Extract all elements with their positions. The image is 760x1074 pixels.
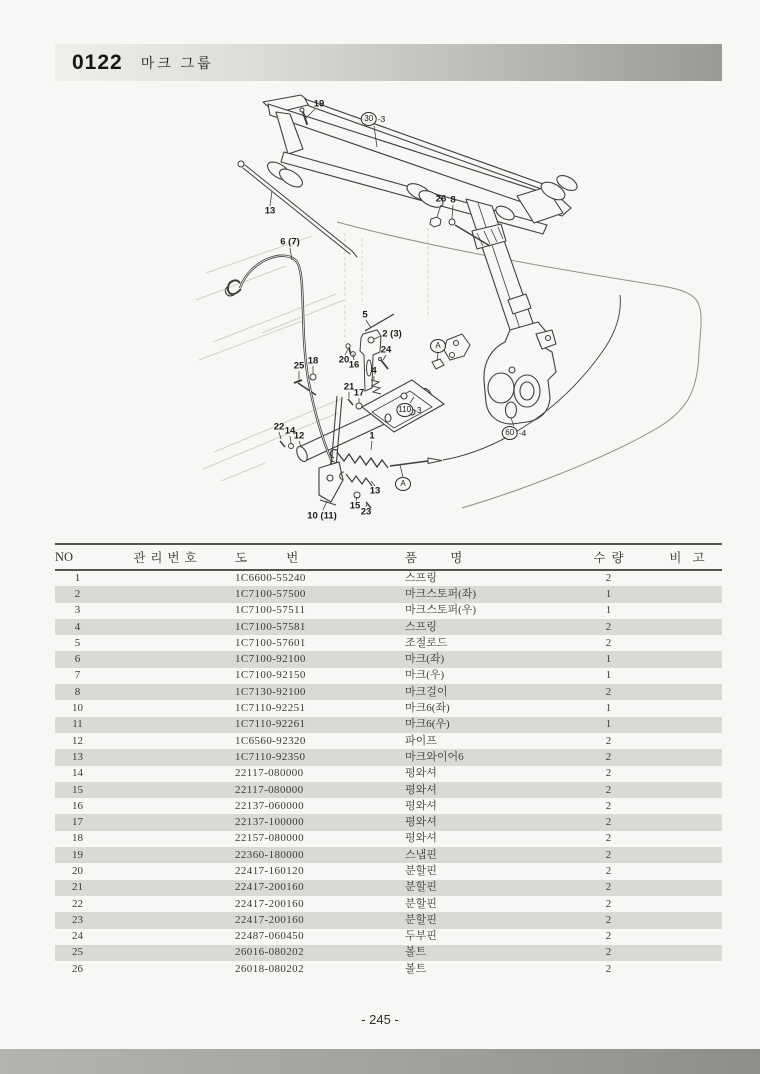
cell-mgmt — [100, 733, 235, 749]
callout-24: 24 — [380, 344, 392, 356]
cell-mgmt — [100, 945, 235, 961]
cell-mgmt — [100, 619, 235, 635]
callout-8: 8 — [450, 194, 456, 206]
cell-note — [652, 945, 722, 961]
cell-dwg: 1C7110-92350 — [235, 750, 306, 763]
cell-name: 마크6(좌) — [405, 702, 450, 715]
cell-note — [652, 749, 722, 765]
cell-name: 볼트 — [405, 946, 427, 959]
table-row — [55, 863, 722, 879]
cell-no: 5 — [74, 636, 81, 649]
cell-no: 2 — [74, 587, 81, 600]
parts-table — [55, 543, 722, 977]
table-row — [55, 847, 722, 863]
col-header-mgmt: 관리번호 — [133, 551, 202, 565]
page-number: - 245 - — [361, 1012, 399, 1027]
cell-note — [652, 814, 722, 830]
cell-qty: 1 — [605, 587, 612, 600]
table-row — [55, 619, 722, 635]
cell-no: 13 — [72, 750, 83, 763]
cell-note — [652, 635, 722, 651]
cell-no: 24 — [72, 930, 83, 943]
col-header-qty: 수 량 — [593, 551, 624, 565]
cell-note — [652, 863, 722, 879]
cell-name: 분할핀 — [405, 913, 437, 926]
cell-mgmt — [100, 847, 235, 863]
tension-spring — [330, 295, 620, 486]
marker-cable — [225, 256, 335, 467]
cell-no: 17 — [72, 816, 83, 829]
cell-name: 스프링 — [405, 572, 437, 585]
callout-22: 22 — [273, 421, 285, 433]
cell-name: 마크스토퍼(좌) — [405, 587, 477, 600]
cell-qty: 2 — [605, 946, 612, 959]
cell-dwg: 22137-100000 — [235, 816, 304, 829]
table-row — [55, 880, 722, 896]
hub-casting — [484, 322, 556, 424]
cell-dwg: 1C7100-57581 — [235, 620, 306, 633]
cell-mgmt — [100, 700, 235, 716]
cell-note — [652, 733, 722, 749]
cell-qty: 2 — [605, 930, 612, 943]
cell-name: 스프링 — [405, 620, 437, 633]
cell-name: 마크스토퍼(우) — [405, 604, 477, 617]
cell-no: 20 — [72, 864, 83, 877]
cell-mgmt — [100, 863, 235, 879]
callout-110-3: 110 -3 — [398, 405, 422, 415]
section-title: 마크 그룹 — [140, 54, 214, 71]
cell-dwg: 22117-080000 — [235, 783, 304, 796]
cell-name: 평와셔 — [405, 816, 437, 829]
table-row — [55, 570, 722, 586]
cell-mgmt — [100, 912, 235, 928]
callout-1011: 10 (11) — [307, 510, 337, 522]
callout-60-4: 60 -4 — [502, 426, 527, 440]
section-header-bar — [55, 44, 722, 81]
cell-name: 분할핀 — [405, 897, 437, 910]
cell-qty: 2 — [605, 832, 612, 845]
table-row — [55, 912, 722, 928]
cell-qty: 2 — [605, 636, 612, 649]
table-row — [55, 831, 722, 847]
cell-mgmt — [100, 880, 235, 896]
callout-1: 1 — [369, 430, 375, 442]
cell-qty: 1 — [605, 702, 612, 715]
callout-15: 15 — [349, 500, 361, 512]
callout-A: A — [430, 339, 446, 353]
cell-qty: 2 — [605, 734, 612, 747]
callout-A: A — [395, 477, 411, 491]
cell-name: 평와셔 — [405, 783, 437, 796]
cell-qty: 2 — [605, 913, 612, 926]
cell-name: 마크(좌) — [405, 653, 445, 666]
cell-dwg: 1C7100-57511 — [235, 604, 306, 617]
cell-no: 21 — [72, 881, 83, 894]
parts-diagram — [0, 84, 760, 540]
callout-12: 12 — [293, 430, 305, 442]
col-header-note: 비 고 — [669, 551, 705, 565]
col-header-no: NO — [55, 549, 74, 564]
scan-edge-strip — [0, 1049, 760, 1074]
table-row — [55, 684, 722, 700]
cell-dwg: 1C7100-92100 — [235, 653, 306, 666]
cell-dwg: 22487-060450 — [235, 930, 304, 943]
table-row — [55, 651, 722, 667]
cell-no: 6 — [74, 653, 81, 666]
cell-dwg: 1C6560-92320 — [235, 734, 306, 747]
table-row — [55, 766, 722, 782]
cell-qty: 2 — [605, 881, 612, 894]
cell-mgmt — [100, 586, 235, 602]
callout-17: 17 — [353, 387, 365, 399]
cell-no: 19 — [72, 848, 83, 861]
callout-5: 5 — [362, 309, 368, 321]
cell-mgmt — [100, 929, 235, 945]
cell-name: 평와셔 — [405, 799, 437, 812]
cell-note — [652, 798, 722, 814]
cell-qty: 2 — [605, 750, 612, 763]
table-row — [55, 929, 722, 945]
cell-qty: 2 — [605, 962, 612, 975]
callout-25: 25 — [293, 360, 305, 372]
cell-name: 조절로드 — [405, 636, 448, 649]
table-row — [55, 814, 722, 830]
cell-no: 3 — [74, 604, 81, 617]
cell-qty: 2 — [605, 572, 612, 585]
callout-23: 23 — [360, 506, 372, 518]
cell-dwg: 22417-200160 — [235, 897, 304, 910]
cell-dwg: 1C7130-92100 — [235, 685, 306, 698]
cell-name: 평와셔 — [405, 767, 437, 780]
callout-19: 19 — [313, 98, 325, 110]
callout-13: 13 — [369, 485, 381, 497]
callout-13: 13 — [264, 205, 276, 217]
cell-mgmt — [100, 684, 235, 700]
table-row — [55, 749, 722, 765]
cell-dwg: 22137-060000 — [235, 799, 304, 812]
cell-dwg: 22417-160120 — [235, 864, 304, 877]
callout-14: 14 — [284, 425, 296, 437]
cell-note — [652, 782, 722, 798]
table-row — [55, 586, 722, 602]
cell-note — [652, 717, 722, 733]
table-row — [55, 635, 722, 651]
cell-mgmt — [100, 668, 235, 684]
table-row — [55, 945, 722, 961]
cell-note — [652, 586, 722, 602]
cell-qty: 2 — [605, 816, 612, 829]
cell-no: 23 — [72, 913, 83, 926]
cell-no: 14 — [72, 767, 83, 780]
callout-20: 20 — [338, 354, 350, 366]
cell-no: 11 — [72, 718, 83, 731]
cell-name: 볼트 — [405, 962, 427, 975]
section-code: 0122 — [72, 50, 123, 74]
table-row — [55, 896, 722, 912]
cell-mgmt — [100, 798, 235, 814]
cell-dwg: 26016-080202 — [235, 946, 304, 959]
cell-note — [652, 847, 722, 863]
col-header-dwg: 도 번 — [235, 551, 299, 565]
callout-21: 21 — [343, 381, 355, 393]
callout-67: 6 (7) — [280, 236, 300, 248]
cell-dwg: 1C7100-92150 — [235, 669, 306, 682]
cell-name: 스냅핀 — [405, 848, 437, 861]
table-row — [55, 668, 722, 684]
top-arm-assembly — [263, 95, 580, 234]
cell-qty: 2 — [605, 799, 612, 812]
cell-note — [652, 603, 722, 619]
cell-note — [652, 880, 722, 896]
table-header-row — [55, 544, 722, 570]
callout-26: 26 — [435, 193, 447, 205]
cell-note — [652, 619, 722, 635]
cell-dwg: 1C7100-57500 — [235, 587, 306, 600]
cell-dwg: 1C7110-92261 — [235, 718, 306, 731]
cell-no: 7 — [74, 669, 81, 682]
cell-note — [652, 929, 722, 945]
cell-dwg: 1C6600-55240 — [235, 572, 306, 585]
table-row — [55, 733, 722, 749]
callout-18: 18 — [307, 355, 319, 367]
diagram-drawing — [0, 84, 760, 540]
cell-note — [652, 896, 722, 912]
cell-name: 마크6(우) — [405, 718, 450, 731]
col-header-name: 품 명 — [405, 551, 463, 565]
cell-dwg: 22417-200160 — [235, 913, 304, 926]
callout-16: 16 — [348, 359, 360, 371]
cell-note — [652, 668, 722, 684]
cell-mgmt — [100, 717, 235, 733]
callout-30-3: 30 -3 — [361, 112, 386, 126]
cell-dwg: 22417-200160 — [235, 881, 304, 894]
cell-no: 10 — [72, 702, 83, 715]
cell-qty: 1 — [605, 604, 612, 617]
cell-name: 분할핀 — [405, 881, 437, 894]
cell-name: 마크(우) — [405, 669, 445, 682]
cell-no: 15 — [72, 783, 83, 796]
cell-mgmt — [100, 749, 235, 765]
cell-qty: 2 — [605, 685, 612, 698]
cell-mgmt — [100, 831, 235, 847]
cell-mgmt — [100, 782, 235, 798]
cell-name: 두부핀 — [405, 930, 437, 943]
cell-mgmt — [100, 651, 235, 667]
cell-mgmt — [100, 896, 235, 912]
cell-name: 파이프 — [405, 734, 437, 747]
cell-name: 마크와이어6 — [405, 750, 464, 763]
cell-qty: 1 — [605, 718, 612, 731]
cell-note — [652, 831, 722, 847]
table-row — [55, 603, 722, 619]
table-row — [55, 798, 722, 814]
callout-4: 4 — [371, 365, 377, 377]
cell-no: 22 — [72, 897, 83, 910]
cell-note — [652, 651, 722, 667]
cell-dwg: 1C7100-57601 — [235, 636, 306, 649]
cell-mgmt — [100, 635, 235, 651]
cell-dwg: 26018-080202 — [235, 962, 304, 975]
cell-no: 18 — [72, 832, 83, 845]
cell-note — [652, 961, 722, 977]
cell-name: 평와셔 — [405, 832, 437, 845]
table-row — [55, 961, 722, 977]
cell-note — [652, 700, 722, 716]
cell-dwg: 1C7110-92251 — [235, 702, 306, 715]
cell-mgmt — [100, 570, 235, 586]
table-row — [55, 782, 722, 798]
cell-qty: 2 — [605, 767, 612, 780]
cell-mgmt — [100, 814, 235, 830]
cell-mgmt — [100, 961, 235, 977]
cell-mgmt — [100, 603, 235, 619]
cell-no: 8 — [74, 685, 81, 698]
cell-no: 16 — [72, 799, 83, 812]
cell-dwg: 22360-180000 — [235, 848, 304, 861]
cell-name: 분할핀 — [405, 864, 437, 877]
cell-dwg: 22157-080000 — [235, 832, 304, 845]
cell-qty: 2 — [605, 864, 612, 877]
cell-qty: 2 — [605, 897, 612, 910]
table-row — [55, 717, 722, 733]
cell-no: 4 — [74, 620, 81, 633]
cell-note — [652, 912, 722, 928]
cell-mgmt — [100, 766, 235, 782]
cell-qty: 1 — [605, 653, 612, 666]
cell-qty: 2 — [605, 848, 612, 861]
cell-note — [652, 684, 722, 700]
cell-no: 25 — [72, 946, 83, 959]
cell-note — [652, 766, 722, 782]
cell-qty: 2 — [605, 620, 612, 633]
background-frame-lines — [196, 228, 428, 481]
callout-23: 2 (3) — [382, 328, 402, 340]
cell-qty: 1 — [605, 669, 612, 682]
cell-no: 12 — [72, 734, 83, 747]
cell-dwg: 22117-080000 — [235, 767, 304, 780]
cell-no: 26 — [72, 962, 83, 975]
cell-note — [652, 570, 722, 586]
cell-no: 1 — [74, 572, 81, 585]
table-row — [55, 700, 722, 716]
cell-qty: 2 — [605, 783, 612, 796]
cell-name: 마크걸이 — [405, 685, 448, 698]
